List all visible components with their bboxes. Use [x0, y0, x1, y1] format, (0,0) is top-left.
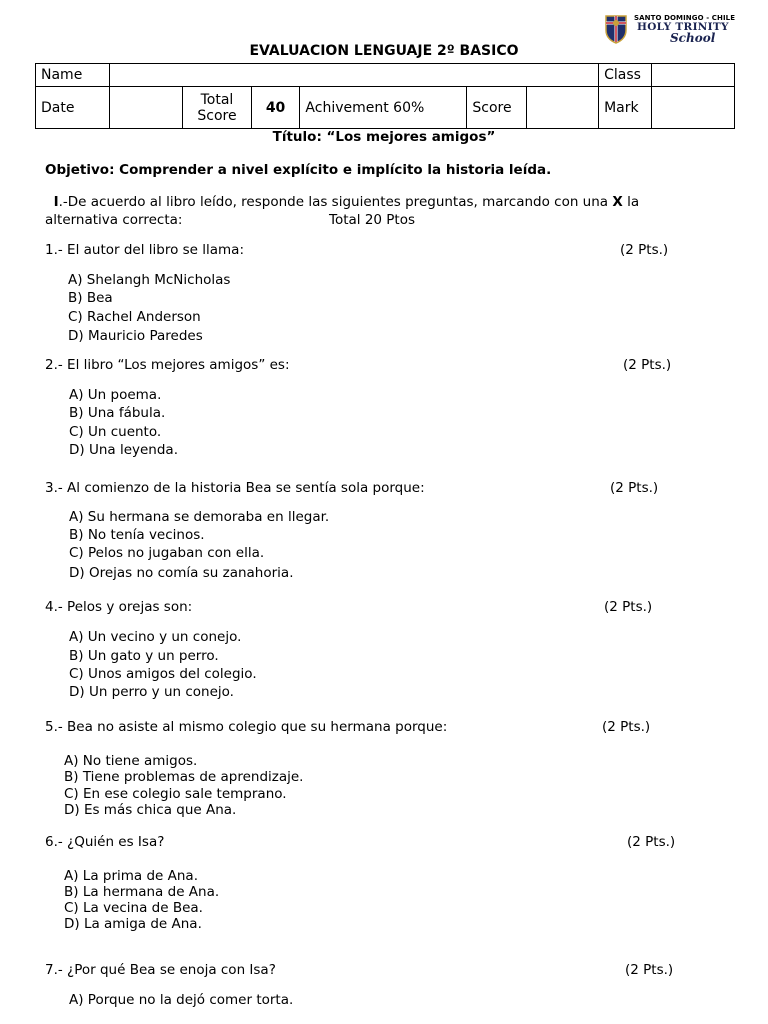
- option-1d[interactable]: D) Mauricio Paredes: [68, 328, 203, 344]
- option-5d[interactable]: D) Es más chica que Ana.: [64, 802, 237, 818]
- option-6d[interactable]: D) La amiga de Ana.: [64, 916, 202, 932]
- option-4b[interactable]: B) Un gato y un perro.: [69, 648, 219, 664]
- book-title: Título: “Los mejores amigos”: [272, 129, 496, 145]
- total-score-value: 40: [251, 87, 300, 129]
- score-label: Score: [467, 87, 526, 129]
- option-7a[interactable]: A) Porque no la dejó comer torta.: [69, 992, 294, 1008]
- mark-field[interactable]: [651, 87, 734, 129]
- date-field[interactable]: [109, 87, 183, 129]
- option-6a[interactable]: A) La prima de Ana.: [64, 868, 198, 884]
- question-6-points: (2 Pts.): [627, 834, 676, 850]
- class-field[interactable]: [651, 64, 734, 87]
- question-2-points: (2 Pts.): [623, 357, 672, 373]
- question-5-points: (2 Pts.): [602, 719, 651, 735]
- option-3a[interactable]: A) Su hermana se demoraba en llegar.: [69, 509, 330, 525]
- option-2a[interactable]: A) Un poema.: [69, 387, 162, 403]
- option-6b[interactable]: B) La hermana de Ana.: [64, 884, 220, 900]
- question-4-points: (2 Pts.): [604, 599, 653, 615]
- logo-name: HOLY TRINITY: [637, 21, 729, 33]
- option-1a[interactable]: A) Shelangh McNicholas: [68, 272, 231, 288]
- option-3b[interactable]: B) No tenía vecinos.: [69, 527, 205, 543]
- option-2c[interactable]: C) Un cuento.: [69, 424, 162, 440]
- question-1: 1.- El autor del libro se llama:: [45, 242, 245, 258]
- option-4c[interactable]: C) Unos amigos del colegio.: [69, 666, 257, 682]
- class-label: Class: [599, 64, 652, 87]
- question-3: 3.- Al comienzo de la historia Bea se sentía sola porque:: [45, 480, 425, 496]
- question-6: 6.- ¿Quién es Isa?: [45, 834, 165, 850]
- date-label: Date: [36, 87, 110, 129]
- school-crest-icon: [604, 14, 628, 44]
- option-5b[interactable]: B) Tiene problemas de aprendizaje.: [64, 769, 304, 785]
- question-3-points: (2 Pts.): [610, 480, 659, 496]
- section-instructions: [45, 194, 639, 210]
- question-4: 4.- Pelos y orejas son:: [45, 599, 193, 615]
- question-2: 2.- El libro “Los mejores amigos” es:: [45, 357, 290, 373]
- question-7-points: (2 Pts.): [625, 962, 674, 978]
- option-2d[interactable]: D) Una leyenda.: [69, 442, 178, 458]
- achievement-label: Achivement 60%: [300, 87, 467, 129]
- option-1c[interactable]: C) Rachel Anderson: [68, 309, 201, 325]
- question-5: 5.- Bea no asiste al mismo colegio que su hermana porque:: [45, 719, 448, 735]
- option-5a[interactable]: A) No tiene amigos.: [64, 753, 198, 769]
- section-numeral: I: [53, 194, 59, 210]
- option-3c[interactable]: C) Pelos no jugaban con ella.: [69, 545, 265, 561]
- option-6c[interactable]: C) La vecina de Bea.: [64, 900, 203, 916]
- total-score-label: Total Score: [183, 87, 251, 129]
- option-2b[interactable]: B) Una fábula.: [69, 405, 166, 421]
- mark-label: Mark: [599, 87, 652, 129]
- logo-location: SANTO DOMINGO - CHILE: [634, 14, 736, 22]
- x-mark: X: [612, 194, 623, 210]
- objective: Objetivo: Comprender a nivel explícito e implícito la historia leída.: [45, 162, 552, 178]
- section-total: Total 20 Ptos: [329, 212, 416, 228]
- score-field[interactable]: [526, 87, 599, 129]
- name-label: Name: [36, 64, 110, 87]
- section-instructions-line2: alternativa correcta:: [45, 212, 183, 228]
- option-5c[interactable]: C) En ese colegio sale temprano.: [64, 786, 287, 802]
- name-field[interactable]: [109, 64, 598, 87]
- question-7: 7.- ¿Por qué Bea se enoja con Isa?: [45, 962, 276, 978]
- instructions-text: .-De acuerdo al libro leído, responde las siguientes preguntas, marcando con una: [58, 194, 613, 210]
- option-3d[interactable]: D) Orejas no comía su zanahoria.: [69, 565, 294, 581]
- student-info-table: [35, 63, 735, 129]
- option-4a[interactable]: A) Un vecino y un conejo.: [69, 629, 242, 645]
- option-1b[interactable]: B) Bea: [68, 290, 113, 306]
- option-4d[interactable]: D) Un perro y un conejo.: [69, 684, 234, 700]
- logo-school: School: [670, 31, 716, 45]
- question-1-points: (2 Pts.): [620, 242, 669, 258]
- school-logo: [604, 14, 736, 46]
- document-title: EVALUACION LENGUAJE 2º BASICO: [249, 43, 519, 59]
- instructions-end: la: [622, 194, 640, 210]
